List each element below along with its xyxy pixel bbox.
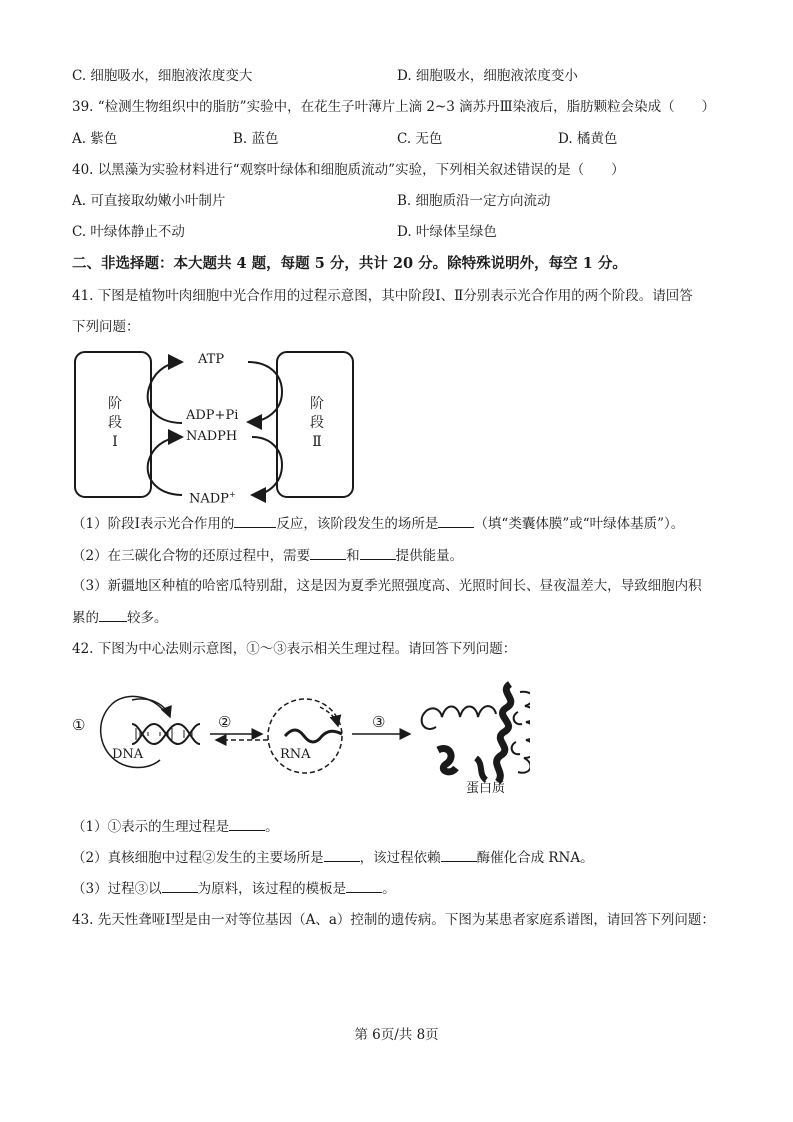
q41-sub3-line2: 累的 较多。 [72,607,168,628]
q38-option-d: D. 细胞吸水，细胞液浓度变小 [397,68,578,84]
page-number: 第 6页/共 8页 [354,1027,439,1043]
q42-sub2: （2）真核细胞中过程②发生的主要场所是 ，该过程依赖 酶催化合成 RNA。 [72,847,594,868]
answer-blank[interactable] [360,545,396,560]
q41-sub1: （1）阶段Ⅰ表示光合作用的 反应，该阶段发生的场所是 （填“类囊体膜”或“叶绿体基质”）。 [72,513,684,534]
q39-stem: 39. “检测生物组织中的脂肪”实验中，在花生子叶薄片上滴 2~3 滴苏丹Ⅲ染液后，脂肪颗粒会染成（ ） [72,99,716,115]
process-1-label: ① [72,716,86,734]
stage2-label: 阶 段 Ⅱ [310,396,324,450]
q42-sub1: （1）①表示的生理过程是 。 [72,816,279,837]
answer-blank[interactable] [324,847,360,862]
answer-blank[interactable] [346,878,382,893]
dna-label: DNA [112,747,144,762]
q40-option-a: A. 可直接取幼嫩小叶制片 [72,193,226,209]
section-heading: 二、非选择题：本大题共 4 题，每题 5 分，共计 20 分。除特殊说明外，每空 1 分。 [72,255,627,272]
q40-option-c: C. 叶绿体静止不动 [72,224,185,240]
q42-stem: 42. 下图为中心法则示意图，①～③表示相关生理过程。请回答下列问题： [72,641,517,657]
nadph-label: NADPH [186,429,238,444]
dna-helix-icon [132,724,200,744]
answer-blank[interactable] [438,513,474,528]
nadp-label: NADP+ [189,490,236,507]
atp-label: ATP [198,352,225,367]
q41-sub2: （2）在三碳化合物的还原过程中，需要 和 提供能量。 [72,545,463,566]
process-3-label: ③ [372,713,386,731]
answer-blank[interactable] [162,878,198,893]
q41-sub3-line1: （3）新疆地区种植的哈密瓜特别甜，这是因为夏季光照强度高、光照时间长、昼夜温差大，导致细胞内积 [72,578,702,594]
answer-blank[interactable] [441,847,477,862]
rna-strand-icon [285,730,342,742]
central-dogma-diagram [70,672,530,807]
q42-sub3: （3）过程③以 为原料，该过程的模板是 。 [72,878,396,899]
rna-label: RNA [280,747,311,762]
q39-option-a: A. 紫色 [72,131,118,147]
adp-pi-label: ADP+Pi [186,408,239,423]
process-2-label: ② [218,713,232,731]
answer-blank[interactable] [310,545,346,560]
q41-stem-line2: 下列问题： [72,319,140,335]
q43-stem: 43. 先天性聋哑Ⅰ型是由一对等位基因（A、a）控制的遗传病。下图为某患者家庭系谱图，请回答下列问题： [72,912,715,928]
q40-stem: 40. 以黑藻为实验材料进行“观察叶绿体和细胞质流动”实验，下列相关叙述错误的是（ ） [72,162,625,178]
q39-option-d: D. 橘黄色 [558,131,618,147]
q41-stem-line1: 41. 下图是植物叶肉细胞中光合作用的过程示意图，其中阶段Ⅰ、Ⅱ分别表示光合作用的两个阶段。请回答 [72,288,693,304]
protein-structure-icon [422,684,530,782]
q39-option-c: C. 无色 [397,131,443,147]
protein-label: 蛋白质 [466,781,506,796]
answer-blank[interactable] [99,607,127,622]
stage1-label: 阶 段 Ⅰ [108,396,122,450]
q40-option-d: D. 叶绿体呈绿色 [397,224,497,240]
q38-option-c: C. 细胞吸水，细胞液浓度变大 [72,68,253,84]
q40-option-b: B. 细胞质沿一定方向流动 [397,193,551,209]
answer-blank[interactable] [229,816,265,831]
q39-option-b: B. 蓝色 [233,131,279,147]
answer-blank[interactable] [234,513,276,528]
